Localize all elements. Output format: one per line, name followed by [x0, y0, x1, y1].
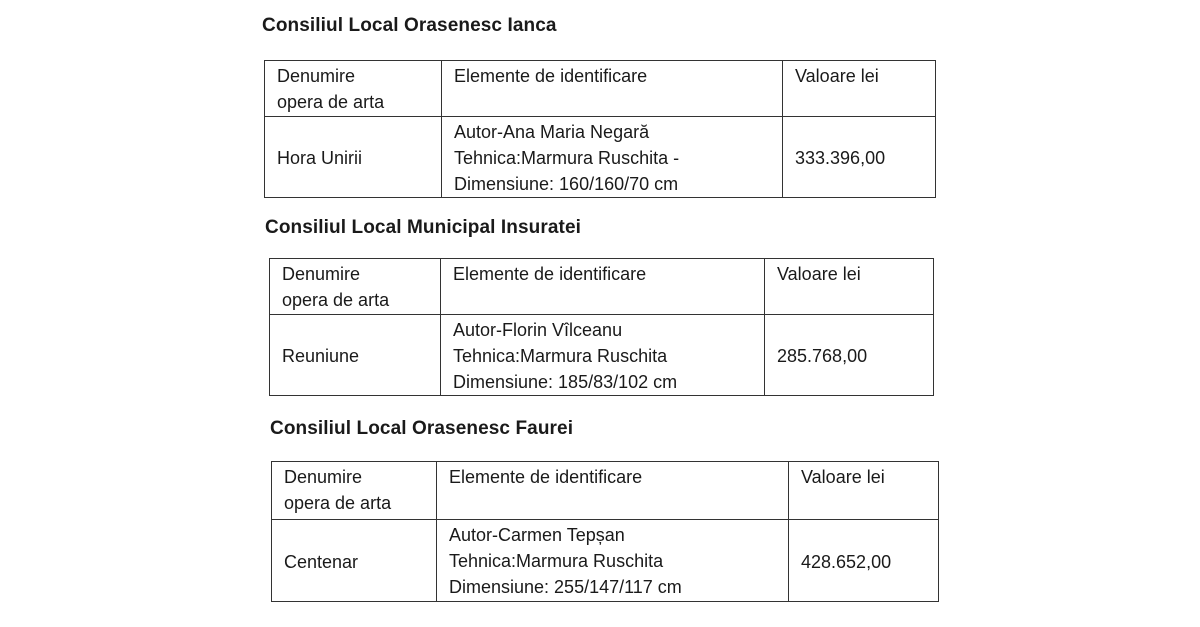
section-title: Consiliul Local Orasenesc Faurei: [270, 418, 574, 439]
author-line: Autor-Ana Maria Negară: [454, 122, 650, 142]
art-table-ianca: [264, 60, 936, 198]
dimension-line: Dimensiune: 160/160/70 cm: [454, 174, 679, 194]
artwork-details: [442, 117, 783, 198]
artwork-details: [441, 315, 765, 396]
header-name: Denumire opera de arta: [270, 259, 441, 315]
table-row: [272, 520, 939, 602]
artwork-value: 333.396,00: [783, 117, 936, 198]
artwork-name: Reuniune: [270, 315, 441, 396]
table-header-row: [265, 61, 936, 117]
header-value: Valoare lei: [789, 462, 939, 520]
author-line: Autor-Carmen Tepșan: [449, 525, 625, 545]
header-details: Elemente de identificare: [441, 259, 765, 315]
technique-line: Tehnica:Marmura Ruschita: [453, 346, 668, 366]
author-line: Autor-Florin Vîlceanu: [453, 320, 623, 340]
header-value: Valoare lei: [765, 259, 934, 315]
artwork-details: [437, 520, 789, 602]
section-title: Consiliul Local Municipal Insuratei: [265, 217, 581, 238]
table-row: [265, 117, 936, 198]
art-table-faurei: [271, 461, 939, 602]
section-insuratei: [265, 217, 581, 239]
section-title: Consiliul Local Orasenesc Ianca: [262, 15, 557, 36]
dimension-line: Dimensiune: 255/147/117 cm: [449, 577, 682, 597]
artwork-value: 285.768,00: [765, 315, 934, 396]
table-header-row: [270, 259, 934, 315]
header-name: Denumire opera de arta: [272, 462, 437, 520]
section-ianca: [262, 15, 557, 37]
section-faurei: [270, 418, 573, 440]
header-name: Denumire opera de arta: [265, 61, 442, 117]
artwork-value: 428.652,00: [789, 520, 939, 602]
artwork-name: Hora Unirii: [265, 117, 442, 198]
header-details: Elemente de identificare: [442, 61, 783, 117]
technique-line: Tehnica:Marmura Ruschita: [449, 551, 664, 571]
table-header-row: [272, 462, 939, 520]
header-details: Elemente de identificare: [437, 462, 789, 520]
table-row: [270, 315, 934, 396]
artwork-name: Centenar: [272, 520, 437, 602]
header-value: Valoare lei: [783, 61, 936, 117]
art-table-insuratei: [269, 258, 934, 396]
dimension-line: Dimensiune: 185/83/102 cm: [453, 372, 678, 392]
technique-line: Tehnica:Marmura Ruschita -: [454, 148, 680, 168]
